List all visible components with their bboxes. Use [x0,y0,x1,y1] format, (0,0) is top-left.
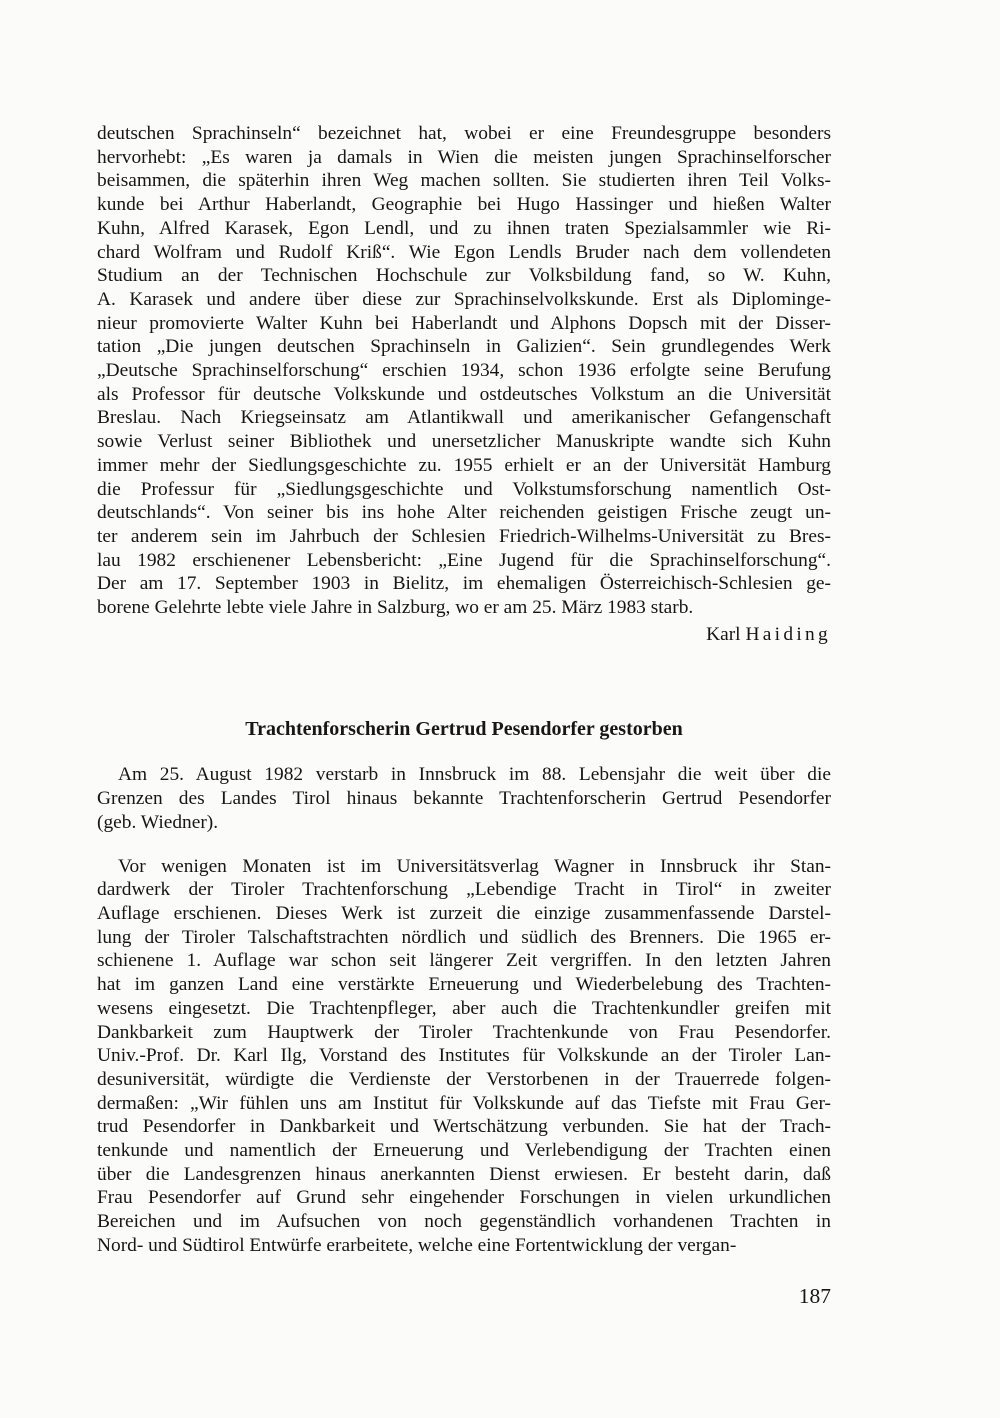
text-line: deutschlands“. Von seiner bis ins hohe Alter reichenden geistigen Frische zeugt un- [97,502,831,524]
text-line: borene Gelehrte lebte viele Jahre in Salzburg, wo er am 25. März 1983 starb. [97,597,694,619]
text-line: trud Pesendorfer in Dankbarkeit und Wertschätzung verbunden. Sie hat der Trach- [97,1116,831,1138]
author-last-name: Haiding [745,623,831,645]
text-line: über die Landesgrenzen hinaus anerkannten Dienst erwiesen. Er besteht darin, daß [97,1163,831,1185]
text-line: „Deutsche Sprachinselforschung“ erschien 1934, schon 1936 erfolgte seine Berufung [97,360,831,382]
text-line: dardwerk der Tiroler Trachtenforschung „Lebendige Tracht in Tirol“ in zweiter [97,879,831,901]
text-line: Studium an der Technischen Hochschule zur Volksbildung fand, so W. Kuhn, [97,265,831,287]
text-line: wesens eingesetzt. Die Trachtenpfleger, aber auch die Trachtenkundler greifen mit [97,997,831,1019]
text-line: lung der Tiroler Talschaftstrachten nördlich und südlich des Brenners. Die 1965 er- [97,926,831,948]
text-line: dermaßen: „Wir fühlen uns am Institut für Volkskunde auf das Tiefste mit Frau Ger- [97,1092,831,1114]
text-line: schienene 1. Auflage war schon seit längerer Zeit vergriffen. In den letzten Jahren [97,950,831,972]
pesendorfer-obituary [97,717,831,1257]
text-line: desuniversität, würdigte die Verdienste der Verstorbenen in der Trauerrede folgen- [97,1068,831,1090]
text-line: Auflage erschienen. Dieses Werk ist zurzeit die einzige zusammenfassende Darstel- [97,902,831,924]
text-line: chard Wolfram und Rudolf Kriß“. Wie Egon Lendls Bruder nach dem vollendeten [97,241,831,263]
text-line: Der am 17. September 1903 in Bielitz, im ehemaligen Österreichisch-Schlesien ge- [97,573,831,595]
text-line: A. Karasek und andere über diese zur Sprachinselvolkskunde. Erst als Diplominge- [97,288,831,310]
text-line: Nord- und Südtirol Entwürfe erarbeitete, welche eine Fortentwicklung der vergan- [97,1234,737,1256]
body-paragraph [97,122,831,620]
text-line: ter anderem sein im Jahrbuch der Schlesien Friedrich-Wilhelms-Universität zu Bres- [97,525,831,547]
text-line: deutschen Sprachinseln“ bezeichnet hat, wobei er eine Freundesgruppe besonders [97,123,831,144]
body-paragraph [97,763,831,834]
text-line: tenkunde und namentlich der Erneuerung und Verlebendigung der Trachten einen [97,1140,831,1162]
text-line: sowie Verlust seiner Bibliothek und unersetzlicher Manuskripte wandte sich Kuhn [97,431,831,453]
article-title: Trachtenforscherin Gertrud Pesendorfer gestorben [245,718,683,741]
text-line: lau 1982 erschienener Lebensbericht: „Eine Jugend für die Sprachinselforschung“. [97,549,831,571]
text-line: beisammen, die späterhin ihren Weg machen sollten. Sie studierten ihren Teil Volks- [97,170,831,192]
author-first-name: Karl [706,623,741,645]
body-paragraph [97,855,831,1258]
author-signature [97,623,831,647]
text-line: Vor wenigen Monaten ist im Universitätsverlag Wagner in Innsbruck ihr Stan- [118,855,831,877]
text-line: Breslau. Nach Kriegseinsatz am Atlantikwall und amerikanischer Gefangenschaft [97,407,831,429]
text-line: Frau Pesendorfer auf Grund sehr eingehender Forschungen in vielen urkundlichen [97,1187,831,1209]
text-line: (geb. Wiedner). [97,811,219,833]
text-line: Bereichen und im Aufsuchen von noch gegenständlich vorhandenen Trachten in [97,1211,831,1233]
kuhn-obituary-continuation [97,122,831,646]
text-column [97,0,831,1308]
text-line: Am 25. August 1982 verstarb in Innsbruck im 88. Lebensjahr die weit über die [118,764,831,786]
text-line: kunde bei Arthur Haberlandt, Geographie bei Hugo Hassinger und hießen Walter [97,194,831,216]
text-line: hat im ganzen Land eine verstärkte Erneuerung und Wiederbelebung des Trachten- [97,974,831,996]
page-number: 187 [798,1283,831,1308]
text-line: immer mehr der Siedlungsgeschichte zu. 1955 erhielt er an der Universität Hamburg [97,454,831,476]
text-line: Dankbarkeit zum Hauptwerk der Tiroler Trachtenkunde von Frau Pesendorfer. [97,1021,831,1043]
text-line: Univ.-Prof. Dr. Karl Ilg, Vorstand des Institutes für Volkskunde an der Tiroler Lan- [97,1045,831,1067]
text-line: als Professor für deutsche Volkskunde und ostdeutsches Volkstum an die Universität [97,383,831,405]
text-line: hervorhebt: „Es waren ja damals in Wien die meisten jungen Sprachinselforscher [97,146,831,168]
text-line: Kuhn, Alfred Karasek, Egon Lendl, und zu ihnen traten Spezialsammler wie Ri- [97,217,831,239]
text-line: die Professur für „Siedlungsgeschichte und Volkstumsforschung namentlich Ost- [97,478,831,500]
text-line: nieur promovierte Walter Kuhn bei Haberlandt und Alphons Dopsch mit der Disser- [97,312,831,334]
text-line: Grenzen des Landes Tirol hinaus bekannte Trachtenforscherin Gertrud Pesendorfer [97,788,831,810]
text-line: tation „Die jungen deutschen Sprachinseln in Galizien“. Sein grundlegendes Werk [97,336,831,358]
